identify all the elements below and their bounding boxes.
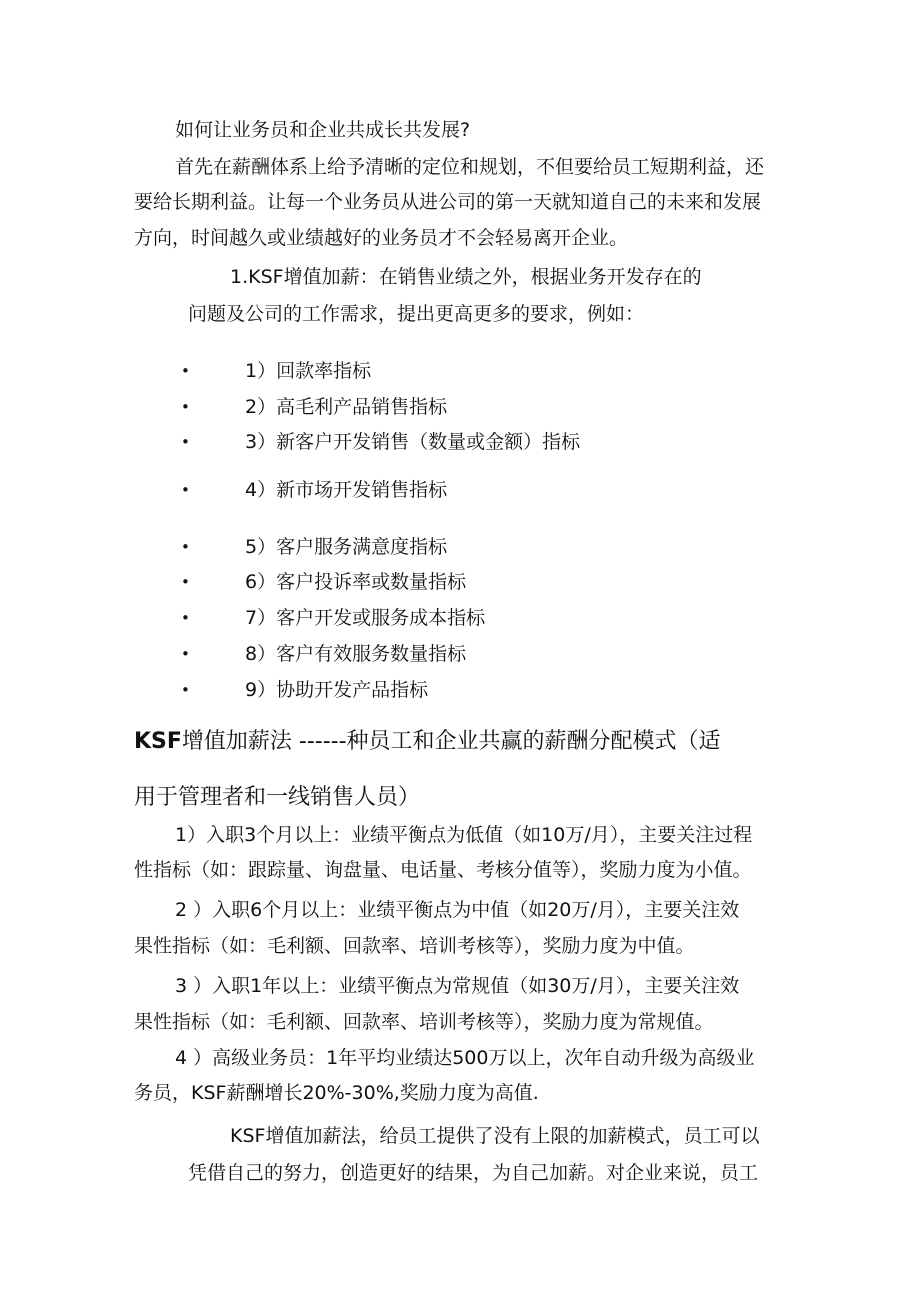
list-item-text: 3）新客户开发销售（数量或金额）指标 xyxy=(245,431,581,453)
section-heading xyxy=(134,731,721,753)
level-line: 4 ）高级业务员：1年平均业绩达500万以上，次年自动升级为高级业 xyxy=(175,1047,755,1069)
bullet-icon: • xyxy=(181,609,190,627)
bullet-icon: • xyxy=(181,398,190,416)
list-item-text: 2）高毛利产品销售指标 xyxy=(245,396,448,418)
bullet-icon: • xyxy=(181,645,190,663)
heading-text: 增值加薪法 ------种员工和企业共赢的薪酬分配模式（适 xyxy=(181,729,721,754)
level-line: 务员，KSF薪酬增长20%-30%,奖励力度为高值. xyxy=(134,1082,539,1104)
level-line: 1）入职3个月以上：业绩平衡点为低值（如10万/月），主要关注过程 xyxy=(175,824,753,846)
section-heading-continued: 用于管理者和一线销售人员） xyxy=(134,785,421,810)
bullet-icon: • xyxy=(181,573,190,591)
bullet-icon: • xyxy=(181,362,190,380)
list-item-text: 6）客户投诉率或数量指标 xyxy=(245,571,467,593)
level-line: 3 ）入职1年以上：业绩平衡点为常规值（如30万/月），主要关注效 xyxy=(175,975,740,997)
list-item-text: 1）回款率指标 xyxy=(245,360,372,382)
level-line: 2 ）入职6个月以上：业绩平衡点为中值（如20万/月），主要关注效 xyxy=(175,899,740,921)
heading-ksf-prefix: KSF xyxy=(134,729,182,754)
level-line: 果性指标（如：毛利额、回款率、培训考核等），奖励力度为中值。 xyxy=(134,935,695,957)
bullet-icon: • xyxy=(181,538,190,556)
conclusion-line: 凭借自己的努力，创造更好的结果，为自己加薪。对企业来说，员工 xyxy=(188,1162,759,1184)
bullet-icon: • xyxy=(181,481,190,499)
intro-paragraph-line: 方向，时间越久或业绩越好的业务员才不会轻易离开企业。 xyxy=(134,227,629,249)
conclusion-line: KSF增值加薪法，给员工提供了没有上限的加薪模式，员工可以 xyxy=(230,1125,760,1147)
level-line: 性指标（如：跟踪量、询盘量、电话量、考核分值等），奖励力度为小值。 xyxy=(134,859,752,881)
intro-question: 如何让业务员和企业共成长共发展? xyxy=(175,119,471,141)
ksf-intro-line: 1.KSF增值加薪：在销售业绩之外，根据业务开发存在的 xyxy=(230,266,702,288)
ksf-intro-line: 问题及公司的工作需求，提出更高更多的要求，例如： xyxy=(188,303,645,325)
level-line: 果性指标（如：毛利额、回款率、培训考核等），奖励力度为常规值。 xyxy=(134,1011,714,1033)
intro-paragraph-line: 首先在薪酬体系上给予清晰的定位和规划，不但要给员工短期利益，还 xyxy=(175,156,765,178)
intro-paragraph-line: 要给长期利益。让每一个业务员从进公司的第一天就知道自己的未来和发展 xyxy=(134,191,762,213)
list-item-text: 8）客户有效服务数量指标 xyxy=(245,643,467,665)
list-item-text: 4）新市场开发销售指标 xyxy=(245,479,448,501)
bullet-icon: • xyxy=(181,681,190,699)
list-item-text: 7）客户开发或服务成本指标 xyxy=(245,607,486,629)
list-item-text: 9）协助开发产品指标 xyxy=(245,679,429,701)
list-item-text: 5）客户服务满意度指标 xyxy=(245,536,448,558)
bullet-icon: • xyxy=(181,433,190,451)
